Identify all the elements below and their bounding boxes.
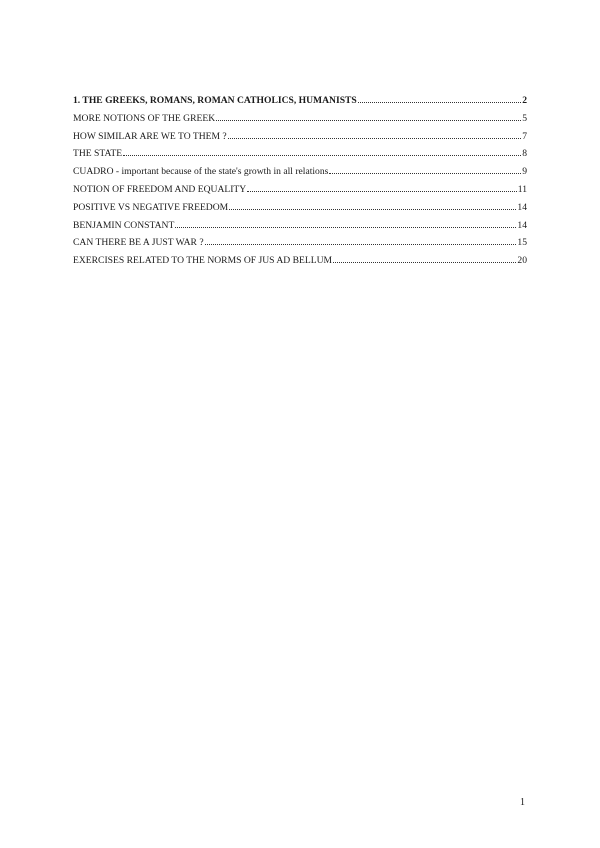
toc-entry-page: 2 [522,95,527,106]
toc-entry-title: POSITIVE VS NEGATIVE FREEDOM [73,201,229,213]
toc-entry-page: 20 [517,255,527,267]
toc-entry-title: BENJAMIN CONSTANT [73,219,175,231]
toc-entry-page: 11 [517,183,527,195]
page-number: 1 [520,797,525,808]
toc-entry[interactable] [73,255,527,273]
toc-leader-dots [333,262,516,263]
toc-entry-title: HOW SIMILAR ARE WE TO THEM ? [73,130,227,142]
toc-entry-page: 14 [517,201,527,213]
toc-entry[interactable] [73,95,527,113]
toc-entry[interactable] [73,113,527,131]
toc-leader-dots [247,191,517,192]
toc-leader-dots [358,102,521,103]
toc-entry-title: 1. THE GREEKS, ROMANS, ROMAN CATHOLICS, HUMANISTS [73,95,357,106]
toc-leader-dots [123,155,521,156]
toc-leader-dots [329,173,521,174]
toc-entry[interactable] [73,220,527,238]
toc-entry-title: CUADRO - important because of the state's growth in all relations [73,166,329,178]
toc-entry-title: NOTION OF FREEDOM AND EQUALITY [73,183,247,195]
toc-entry-page: 5 [522,112,527,124]
toc-leader-dots [216,120,521,121]
toc-entry-page: 9 [522,166,527,178]
toc-entry[interactable] [73,148,527,166]
toc-entry-page: 8 [522,148,527,160]
toc-entry-page: 14 [517,219,527,231]
toc-entry-page: 15 [517,237,527,249]
toc-entry-title: CAN THERE BE A JUST WAR ? [73,237,204,249]
toc-entry[interactable] [73,237,527,255]
toc-entry[interactable] [73,131,527,149]
toc-entry-title: EXERCISES RELATED TO THE NORMS OF JUS AD BELLUM [73,255,333,267]
toc-entry-title: THE STATE [73,148,123,160]
toc-entry-title: MORE NOTIONS OF THE GREEK [73,112,216,124]
toc-leader-dots [228,138,522,139]
toc-entry[interactable] [73,184,527,202]
toc-leader-dots [229,209,516,210]
toc-entry[interactable] [73,166,527,184]
toc-entry-page: 7 [522,130,527,142]
toc-leader-dots [205,244,517,245]
table-of-contents [73,95,527,273]
toc-entry[interactable] [73,202,527,220]
toc-leader-dots [175,227,516,228]
